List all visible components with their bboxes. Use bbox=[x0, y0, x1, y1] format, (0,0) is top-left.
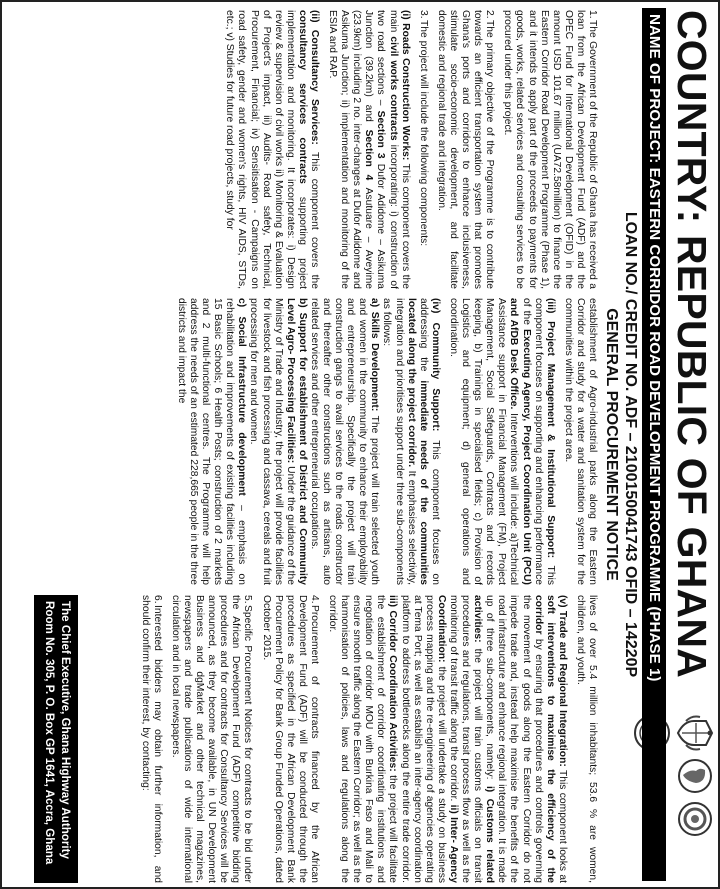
paragraph-4: 4.Procurement of contracts financed by the African Development Fund (ADF) will be conducted through the procedures as specified in the African Development Bank Procurement Policy for Bank Group Funded Operations, dated October 2015. bbox=[260, 595, 320, 883]
component-community-support: (iv) Community Support: This component focuses on addressing the immediate needs of the communities located along the project corridor. It emphasises selectivity, integration and prioritises support under three sub-components as follows: a) Skills Development: The project will train selected youth and women in the community to enhance their employability and entrepreneurship. Specifically the project will train construction gangs to avail services to the roads constructor and thereafter other constructions such as artisans, auto related services and other entrepreneurial occupations. b) Support for establishment of District and Community Level Agro- Processing Facilities: Under the guidance of the Ministry of Trade and Industry, the project will provide facilities for livestock and fish processing and cassava, cereals and fruit processing for men and women. c) Social Infrastructure development – emphasis on rehabilitation and improvements of existing facilities including 15 Basic Schools; 6 Health Posts; construction of 2 markets and 2 multi-functional centres. The Programme will help address the needs of an estimated 228,665 people in the three districts and impact the bbox=[175, 298, 441, 585]
column-1 bbox=[2, 10, 598, 289]
country-heading: COUNTRY: REPUBLIC OF GHANA bbox=[669, 10, 715, 679]
project-name-banner: NAME OF PROJECT: EASTERN CORRIDOR ROAD DEVELOPMENT PROGRAMME (PHASE 1) bbox=[642, 8, 666, 881]
paragraph-continuation: establishment of Agro-industrial parks along the Eastern Corridor and study for a water and sanitation system for the communities within the project area. bbox=[562, 298, 598, 585]
component-consultancy: (ii) Consultancy Services: This component covers the consultancy services contracts supporting project implementation and monitoring. It incorporates: i) Design review & supervision of civil works ii) Monitoring & Evaluation of Project's impact, iii) Audits- Road safety, Technical, Procurement, Financial; iv) Sensitisation - Campaigns on road safety, gender and women's rights, HIV AIDS, STDs, etc.; v) Studies for future road projects, study for bbox=[224, 10, 321, 289]
notice-title: GENERAL PROCUREMENT NOTICE bbox=[603, 308, 620, 581]
paragraph-2: 2.The primary objective of the Programme is to contribute towards an efficient transportation system that promotes Ghana's ports and corridors to enhance inclusiveness, stimulate socio-economic development, and facilitate domestic and regional trade and integration. bbox=[435, 10, 496, 289]
paragraph-6: 6.Interested bidders may obtain further information, and should confirm their interest, by contacting: bbox=[139, 595, 163, 883]
paragraph-1: 1.The Government of the Republic of Ghana has received a loan from the African Development Fund (ADF) and the OPEC Fund for International Development (OFID) in the amount USD 101.67 million (UA72.58million) to finance the Eastern Corridor Road Development Programme (Phase 1), and it intends to apply part of the proceeds to payments for goods, works, related services and consulting services to be procured under this project. bbox=[502, 10, 598, 289]
component-project-management: (iii) Project Management & Institutional Support: This component focuses on supporting and enhancing performance of the Executing Agency, Project Coordination Unit (PCU) and AfDB Desk Office. Interventions will include: a)Technical Assistance support in Financial Management (FM), Project Management, Social Safeguards, Contracts and records keeping, b) Trainings in specialised fields; c) Provision of Logistics and equipment; d) general operations and coordination. bbox=[447, 298, 556, 585]
afdb-logo-icon bbox=[671, 757, 714, 795]
contact-address-box bbox=[34, 595, 78, 883]
emblem-row bbox=[674, 713, 714, 881]
contact-line-1: The Chief Executive, Ghana Highway Authority bbox=[59, 601, 72, 859]
column-2 bbox=[2, 298, 598, 585]
paragraph-5: 5.Specific Procurement Notices for contracts to be bid under the African Development Fund (ADF) competitive bidding procedures and for contracts for Consultancy Services will be announced, as they become available, in UN Development Business and dgMarket and other technical magazines, newspapers and trade publications of wide international circulation and in local newspapers. bbox=[169, 595, 254, 883]
loan-number: LOAN NO./ CREDIT NO. ADF – 2100150041743 OFID – 14220P bbox=[622, 211, 639, 678]
column-3 bbox=[139, 595, 598, 884]
paragraph-3: 3.The project will include the following components: bbox=[417, 10, 429, 247]
ghana-coat-of-arms-icon bbox=[671, 713, 714, 753]
contact-line-2: Room No. 305, P. O. Box GP 1641, Accra, Ghana bbox=[43, 601, 56, 865]
paragraph-continuation: lives of over 5.4 million inhabitants; 53.6 % are women, children, and youth. bbox=[574, 595, 598, 883]
component-roads: (i) Roads Construction Works: This component covers the main civil works contracts incorporating: i) construction of two road sections – Section 3 Dufor Adidome – Asikuma Junction (39.2km) and Section 4 Asutuare – Aveyime (23.9km) including 2 no. inter-changes at Dufor Adidome and Asikuma Junction; ii) implementation and monitoring of the ESIA and RAP. bbox=[327, 10, 411, 290]
component-trade-integration: (v) Trade and Regional Integration: This component looks at soft interventions to maximise the efficiency of the corridor by ensuring that procedures and controls governing the movement of goods along the Eastern Corridor do not impede trade and, instead help maximise the benefits of the road infrastructure and enhance regional integration. It is made up of three sub-components, namely: i) Customs related activities: the project will train customs officials on transit procedures and regulations, transit process flow as well as the monitoring of transit traffic along the corridor. ii) Inter- Agency Coordination: the project will undertake a study on business process mapping and the re-engineering of agencies operating at Tema Port; as well as establish an inter-agency coordination platform to address bottlenecks along the entire trade corridor. iii) Corridor Coordination Activities: the project will facilitate the establishment of corridor coordinating institutions and negotiation of corridor MOU with Burkina Faso and Mali to ensure smooth traffic along the Eastern Corridor; as well as the harmonisation of policies, laws and regulations along the corridor. bbox=[327, 595, 568, 884]
opec-fund-logo-icon bbox=[671, 800, 714, 838]
